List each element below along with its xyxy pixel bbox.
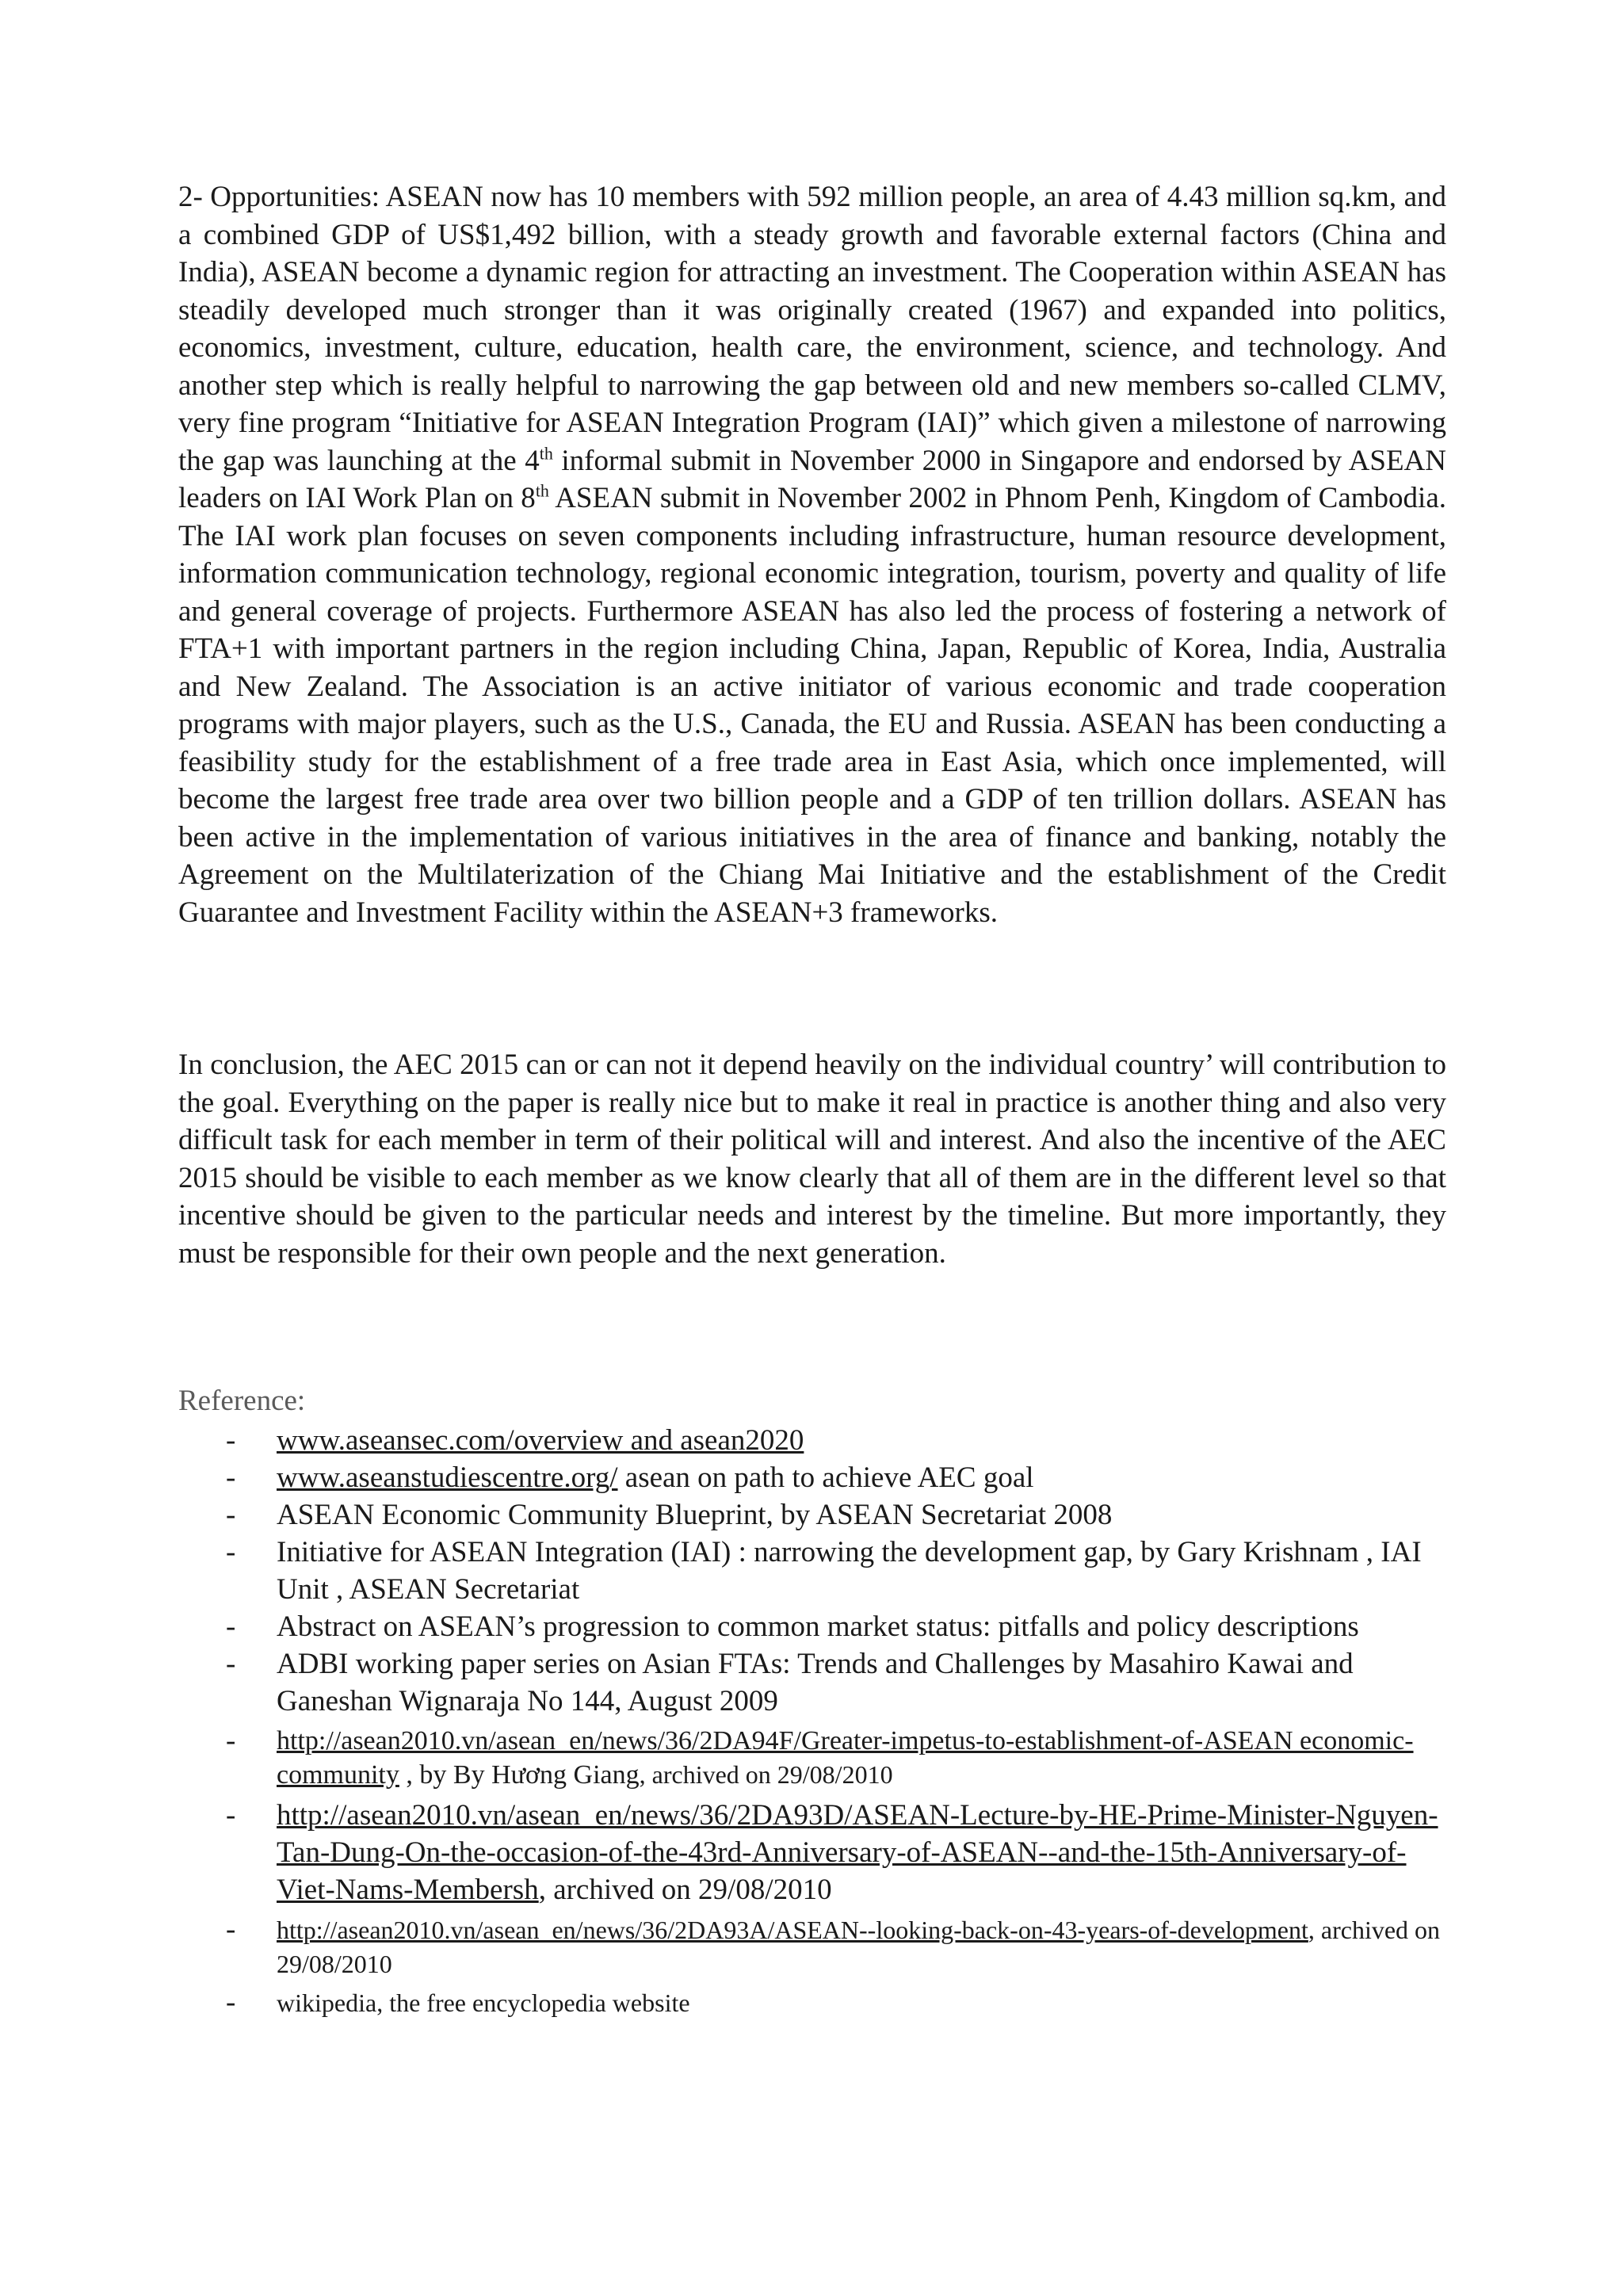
conclusion-paragraph: In conclusion, the AEC 2015 can or can not it depend heavily on the individual country’ will contribution to the goal. Everything on the paper is really nice but to make it real in practice is another thing and also very difficult task for each member in term of their political will and interest. And also the incentive of the AEC 2015 should be visible to each member as we know clearly that all of them are in the different level so that incentive should be given to the particular needs and interest by the timeline. But more importantly, they must be responsible for their own people and the next generation. — [178, 1049, 1446, 1270]
reference-text: ADBI working paper series on Asian FTAs: Trends and Challenges by Masahiro Kawai and Ganeshan Wignaraja No 144, August 2009 — [277, 1648, 1354, 1717]
reference-item — [178, 1725, 1446, 1792]
reference-list — [178, 1422, 1446, 2020]
reference-text: , by By Hương Giang — [399, 1760, 640, 1790]
list-dash: - — [226, 1725, 236, 1757]
superscript-th: th — [535, 480, 549, 501]
reference-item — [178, 1534, 1446, 1608]
reference-item — [178, 1645, 1446, 1720]
reference-heading: Reference: — [178, 1385, 306, 1417]
opportunities-paragraph — [178, 178, 1446, 931]
superscript-th: th — [539, 443, 553, 464]
reference-text: Abstract on ASEAN’s progression to common market status: pitfalls and policy descriptions — [277, 1610, 1359, 1643]
reference-text: asean on path to achieve AEC goal — [617, 1461, 1034, 1494]
reference-link[interactable]: http://asean2010.vn/asean_en/news/36/2DA93A/ASEAN--looking-back-on-43-years-of-development — [277, 1916, 1308, 1944]
reference-link[interactable]: http://asean2010.vn/asean_en/news/36/2DA94F/Greater-impetus-to-establishment-of-ASEAN economic-community — [277, 1726, 1414, 1790]
reference-item — [178, 1422, 1446, 1459]
reference-link[interactable]: www.aseansec.com/overview and asean2020 — [277, 1424, 804, 1457]
list-dash: - — [226, 1986, 236, 2019]
list-dash: - — [226, 1499, 236, 1531]
opportunities-text-part1: 2- Opportunities: ASEAN now has 10 members with 592 million people, an area of 4.43 million sq.km, and a combined GDP of US$1,492 billion, with a steady growth and favorable external factors (China and India), ASEAN become a dynamic region for attracting an investment. The Cooperation within ASEAN has steadily developed much stronger than it was originally created (1967) and expanded into politics, economics, investment, culture, education, health care, the environment, science, and technology. And another step which is really helpful to narrowing the gap between old and new members so-called CLMV, very fine program “Initiative for ASEAN Integration Program (IAI)” which given a milestone of narrowing the gap was launching at the 4 — [178, 181, 1446, 477]
list-dash: - — [226, 1461, 236, 1494]
list-dash: - — [226, 1610, 236, 1643]
reference-text: Initiative for ASEAN Integration (IAI) : narrowing the development gap, by Gary Krishnam , IAI Unit , ASEAN Secretariat — [277, 1536, 1422, 1606]
list-dash: - — [226, 1799, 236, 1832]
reference-text: , archived on 29/08/2010 — [277, 1916, 1441, 1978]
reference-text: wikipedia, the free encyclopedia website — [277, 1988, 690, 2017]
reference-item — [178, 1608, 1446, 1645]
reference-item — [178, 1986, 1446, 2020]
opportunities-text-part2: informal submit in November 2000 in Singapore and endorsed by ASEAN leaders on IAI Work Plan on 8 — [178, 444, 1446, 514]
list-dash: - — [226, 1536, 236, 1568]
reference-item — [178, 1913, 1446, 1981]
reference-link[interactable]: http://asean2010.vn/asean_en/news/36/2DA93D/ASEAN-Lecture-by-HE-Prime-Minister-Nguyen-Tan-Dung-On-the-occasion-of-the-43rd-Anniversary-of-ASEAN--and-the-15th-Anniversary-of-Viet-Nams-Membersh — [277, 1799, 1438, 1906]
reference-item — [178, 1459, 1446, 1496]
reference-archived-text: , archived on 29/08/2010 — [639, 1760, 893, 1789]
list-dash: - — [226, 1913, 236, 1946]
list-dash: - — [226, 1424, 236, 1457]
opportunities-text-part3: ASEAN submit in November 2002 in Phnom Penh, Kingdom of Cambodia. The IAI work plan focuses on seven components including infrastructure, human resource development, information communication technology, regional economic integration, tourism, poverty and quality of life and general coverage of projects. Furthermore ASEAN has also led the process of fostering a network of FTA+1 with important partners in the region including China, Japan, Republic of Korea, India, Australia and New Zealand. The Association is an active initiator of various economic and trade cooperation programs with major players, such as the U.S., Canada, the EU and Russia. ASEAN has been conducting a feasibility study for the establishment of a free trade area in East Asia, which once implemented, will become the largest free trade area over two billion people and a GDP of ten trillion dollars. ASEAN has been active in the implementation of various initiatives in the area of finance and banking, notably the Agreement on the Multilaterization of the Chiang Mai Initiative and the establishment of the Credit Guarantee and Investment Facility within the ASEAN+3 frameworks. — [178, 482, 1446, 929]
reference-text: ASEAN Economic Community Blueprint, by ASEAN Secretariat 2008 — [277, 1499, 1113, 1531]
reference-item — [178, 1797, 1446, 1908]
reference-item — [178, 1496, 1446, 1534]
list-dash: - — [226, 1648, 236, 1680]
reference-text: , archived on 29/08/2010 — [538, 1874, 832, 1906]
reference-link[interactable]: www.aseanstudiescentre.org/ — [277, 1461, 618, 1494]
